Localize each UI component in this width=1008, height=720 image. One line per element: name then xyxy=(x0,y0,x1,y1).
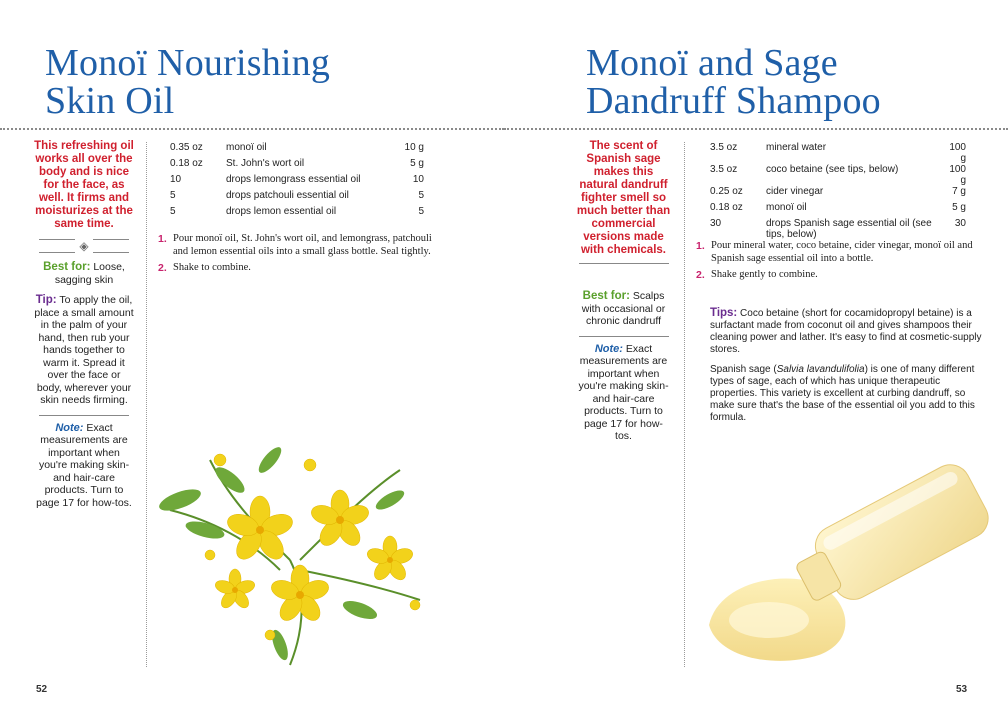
right-ingredients-table xyxy=(710,142,966,240)
ingredient-name: drops patchouli essential oil xyxy=(226,190,349,201)
best-for-text: Scalps with occasional or chronic dandruff xyxy=(581,290,666,327)
left-steps-list xyxy=(158,233,443,279)
right-title-line1: Monoï and Sage xyxy=(586,42,838,84)
right-column-divider xyxy=(684,142,685,667)
left-note xyxy=(34,422,134,510)
left-tip xyxy=(34,294,134,407)
ornament-icon: ◈ xyxy=(75,239,93,253)
ingredient-row xyxy=(710,142,966,164)
spilled-shampoo-bottle-image xyxy=(699,460,1004,665)
left-column-divider xyxy=(146,142,147,667)
ingredient-qty: 3.5 oz xyxy=(710,164,738,175)
ingredient-qty: 5 xyxy=(170,190,176,201)
left-ingredients-table xyxy=(170,142,424,222)
ingredient-qty: 30 xyxy=(710,218,722,229)
ingredient-qty: 0.18 oz xyxy=(710,202,743,213)
ingredient-row xyxy=(170,190,424,206)
ingredient-row xyxy=(710,202,966,218)
ingredient-row xyxy=(170,142,424,158)
ingredient-qty: 0.18 oz xyxy=(170,158,203,169)
ingredient-qty: 10 xyxy=(170,174,182,185)
left-page-number: 52 xyxy=(36,684,48,695)
ingredient-amount: 100 g xyxy=(949,164,966,186)
right-page xyxy=(504,0,1008,720)
ingredient-row xyxy=(170,206,424,222)
ingredient-row xyxy=(710,218,966,240)
left-recipe-title xyxy=(45,44,475,120)
step-number: 2. xyxy=(696,269,705,281)
step-item xyxy=(696,240,981,265)
sidebar-rule xyxy=(579,336,669,337)
step-text: Shake gently to combine. xyxy=(711,269,818,280)
ingredient-row xyxy=(710,186,966,202)
note-label: Note: xyxy=(55,421,84,434)
ingredient-qty: 0.25 oz xyxy=(710,186,743,197)
note-text: Exact measurements are important when you're making skin- and hair-care products. Turn to page 17 for how-tos. xyxy=(36,421,132,509)
ingredient-row xyxy=(710,164,966,186)
tip-text: To apply the oil, place a small amount in the palm of your hand, then rub your hands together to warm it. Spread it over the face or body, wherever your skin needs firming. xyxy=(34,294,134,406)
left-title-line1: Monoï Nourishing xyxy=(45,42,331,84)
sidebar-rule xyxy=(39,415,129,416)
ingredient-amount: 5 xyxy=(418,206,424,217)
right-dotted-divider xyxy=(504,128,1008,130)
ingredient-qty: 3.5 oz xyxy=(710,142,738,153)
ingredient-name: drops lemon essential oil xyxy=(226,206,337,217)
ingredient-name: St. John's wort oil xyxy=(226,158,305,169)
ingredient-amount: 5 g xyxy=(952,202,966,213)
step-number: 1. xyxy=(158,233,167,245)
best-for-text: Loose, sagging skin xyxy=(54,261,125,286)
best-for-label: Best for: xyxy=(582,290,630,302)
tip-label: Tip: xyxy=(35,294,57,306)
right-sidebar xyxy=(576,140,671,451)
ingredient-qty: 0.35 oz xyxy=(170,142,203,153)
ingredient-amount: 5 xyxy=(418,190,424,201)
step-item xyxy=(696,269,981,282)
step-text: Pour mineral water, coco betaine, cider vinegar, monoï oil and Spanish sage essential oil into a bottle. xyxy=(711,240,973,264)
step-number: 2. xyxy=(158,262,167,274)
tips-label: Tips: xyxy=(710,307,738,319)
ornament-divider xyxy=(39,239,129,253)
step-number: 1. xyxy=(696,240,705,252)
ingredient-qty: 5 xyxy=(170,206,176,217)
right-title-line2: Dandruff Shampoo xyxy=(586,80,881,122)
tips2-pre: Spanish sage ( xyxy=(710,364,777,375)
ingredient-name: mineral water xyxy=(766,142,827,153)
tips-text: Coco betaine (short for cocamidopropyl betaine) is a surfactant made from coconut oil and gives shampoos their cleaning power and lather. It's easy to find at cosmetic-supply stores. xyxy=(710,308,982,355)
ingredient-name: monoï oil xyxy=(226,142,267,153)
note-label: Note: xyxy=(594,342,623,355)
tips2-post: ) is one of many different types of sage, each of which has unique therapeutic properties. This variety is excellent at curbing dandruff, so make sure that's the base of the essential oil you add to this formula. xyxy=(710,364,975,423)
ingredient-amount: 100 g xyxy=(949,142,966,164)
ingredient-name: drops lemongrass essential oil xyxy=(226,174,361,185)
tips-paragraph-2 xyxy=(710,364,982,424)
ingredient-name: drops Spanish sage essential oil (see tips, below) xyxy=(766,218,932,240)
step-text: Pour monoï oil, St. John's wort oil, and lemongrass, patchouli and lemon essential oils into a small glass bottle. Seal tightly. xyxy=(173,233,432,257)
ingredient-amount: 10 xyxy=(412,174,424,185)
ingredient-row xyxy=(170,174,424,190)
right-note xyxy=(576,343,671,443)
ingredient-amount: 7 g xyxy=(952,186,966,197)
ingredient-name: cider vinegar xyxy=(766,186,824,197)
right-best-for xyxy=(576,290,671,328)
ingredient-name: monoï oil xyxy=(766,202,807,213)
ingredient-name: coco betaine (see tips, below) xyxy=(766,164,899,175)
best-for-label: Best for: xyxy=(43,261,91,273)
ingredient-amount: 5 g xyxy=(410,158,424,169)
right-recipe-title xyxy=(586,44,1006,120)
ingredient-row xyxy=(170,158,424,174)
tips2-italic: Salvia lavandulifolia xyxy=(776,364,865,375)
right-intro-text: The scent of Spanish sage makes this natural dandruff fighter smell so much better than commercial versions made with chemicals. xyxy=(576,140,671,256)
tips-paragraph-1 xyxy=(710,307,982,356)
left-intro-text: This refreshing oil works all over the body and is nice for the face, as well. It firms and moisturizes at the same time. xyxy=(34,140,134,230)
step-item xyxy=(158,262,443,275)
st-johns-wort-flowers-image xyxy=(150,420,440,670)
left-dotted-divider xyxy=(0,128,504,130)
left-sidebar xyxy=(34,140,134,517)
step-text: Shake to combine. xyxy=(173,262,251,273)
left-best-for xyxy=(34,261,134,286)
right-steps-list xyxy=(696,240,981,286)
note-text: Exact measurements are important when you're making skin- and hair-care products. Turn to page 17 for how-tos. xyxy=(578,342,669,442)
right-page-number: 53 xyxy=(956,684,968,695)
step-item xyxy=(158,233,443,258)
sidebar-rule xyxy=(579,263,669,264)
right-tips xyxy=(710,307,982,432)
ingredient-amount: 10 g xyxy=(404,142,424,153)
left-title-line2: Skin Oil xyxy=(45,80,175,122)
ingredient-amount: 30 xyxy=(954,218,966,229)
